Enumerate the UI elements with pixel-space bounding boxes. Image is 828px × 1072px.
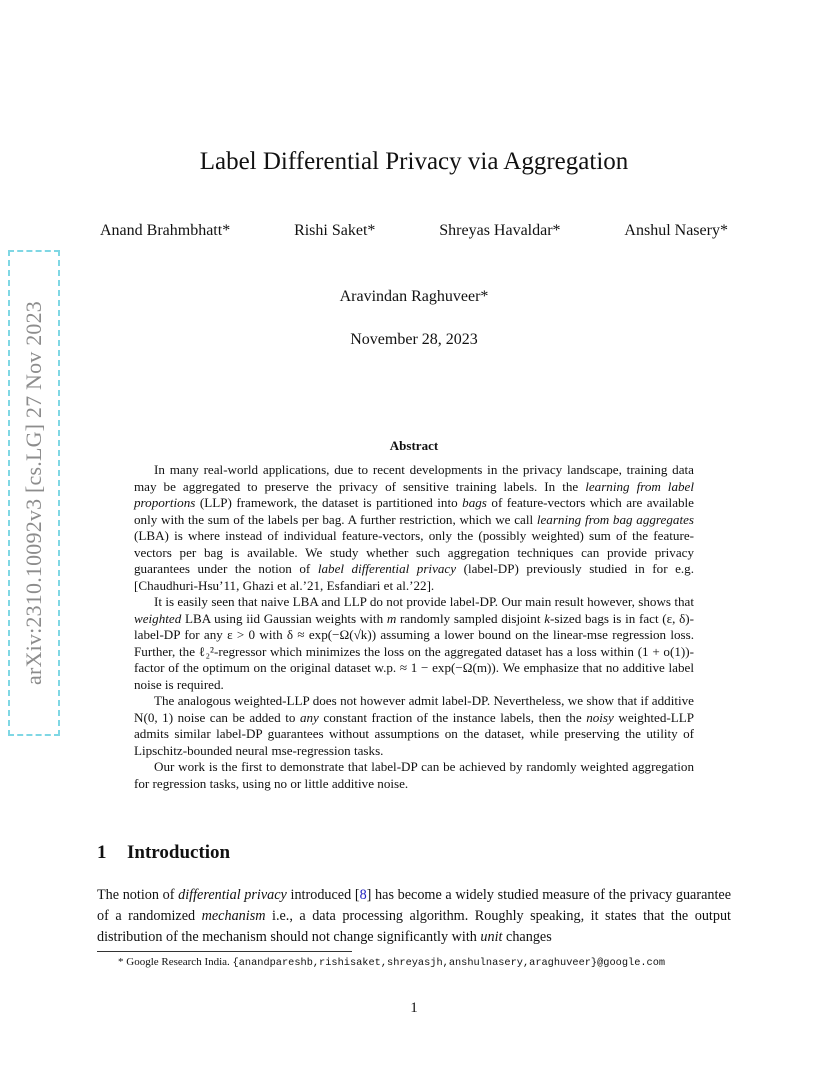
section-title: Introduction xyxy=(127,842,231,863)
footnote-emails: {anandpareshb,rishisaket,shreyasjh,anshulnasery,araghuveer}@google.com xyxy=(232,957,666,969)
abstract-paragraph: It is easily seen that naive LBA and LLP do not provide label-DP. Our main result however, shows that weighted LBA using iid Gaussian weights with m randomly sampled disjoint k-sized bags is in fact (ε, δ)-label-DP for any ε > 0 with δ ≈ exp(−Ω(√k)) assuming a lower bound on the linear-mse regression loss. Further, the ℓ₂²-regressor which minimizes the loss on the aggregated dataset has a loss within (1 + o(1))-factor of the optimum on the original dataset w.p. ≈ 1 − exp(−Ω(m)). We emphasize that no additive label noise is required. xyxy=(134,594,695,692)
footnote xyxy=(118,956,738,969)
section-number: 1 xyxy=(97,842,107,863)
footnote-text: * Google Research India. xyxy=(118,956,233,968)
page-number: 1 xyxy=(410,1000,418,1016)
author-name: Rishi Saket* xyxy=(294,222,376,239)
paper-title: Label Differential Privacy via Aggregation xyxy=(199,148,629,175)
citation-link[interactable]: 8 xyxy=(359,887,367,903)
section-heading xyxy=(97,842,230,864)
abstract-body xyxy=(134,462,694,792)
intro-paragraph: The notion of differential privacy introduced [8] has become a widely studied measure of the privacy guarantee of a randomized mechanism i.e., a data processing algorithm. Roughly speaking, it states that the output distribution of the mechanism should not change significantly with unit changes xyxy=(97,887,732,945)
author-name: Aravindan Raghuveer* xyxy=(339,288,489,305)
abstract-paragraph: In many real-world applications, due to recent developments in the privacy landscape, training data may be aggregated to preserve the privacy of sensitive training labels. In the learning from label proportions (LLP) framework, the dataset is partitioned into bags of feature-vectors which are available only with the sum of the labels per bag. A further restriction, which we call learning from bag aggregates (LBA) is where instead of individual feature-vectors, only the (possibly weighted) sum of the feature-vectors per bag is available. We study whether such aggregation techniques can provide privacy guarantees under the notion of label differential privacy (label-DP) previously studied in for e.g. [Chaudhuri-Hsu’11, Ghazi et al.’21, Esfandiari et al.’22]. xyxy=(134,462,694,593)
arxiv-identifier-text: arXiv:2310.10092v3 [cs.LG] 27 Nov 2023 xyxy=(21,301,46,685)
author-name: Anand Brahmbhatt* xyxy=(100,222,231,239)
author-name: Shreyas Havaldar* xyxy=(439,222,561,239)
paper-date: November 28, 2023 xyxy=(350,331,478,348)
author-name: Anshul Nasery* xyxy=(624,222,728,239)
abstract-paragraph: Our work is the first to demonstrate that label-DP can be achieved by randomly weighted aggregation for regression tasks, using no or little additive noise. xyxy=(134,759,694,791)
arxiv-identifier-stamp[interactable] xyxy=(8,250,60,736)
footnote-divider xyxy=(97,951,352,952)
abstract-heading: Abstract xyxy=(389,438,439,453)
abstract-paragraph: The analogous weighted-LLP does not however admit label-DP. Nevertheless, we show that if additive N(0, 1) noise can be added to any constant fraction of the instance labels, then the noisy weighted-LLP admits similar label-DP guarantees without assumptions on the dataset, while preserving the utility of Lipschitz-bounded neural mse-regression tasks. xyxy=(134,693,694,758)
authors-row xyxy=(100,222,728,240)
